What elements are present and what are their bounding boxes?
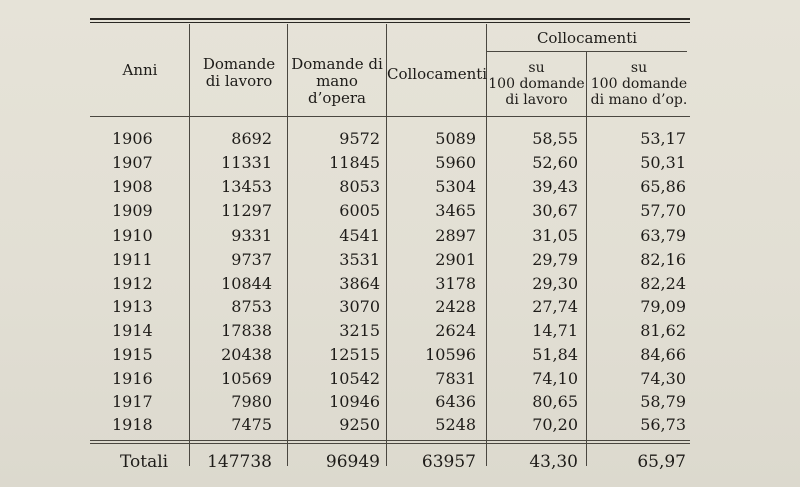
cell-pct-lavoro: 74,10 bbox=[532, 369, 578, 388]
cell-pct-mano: 58,79 bbox=[640, 392, 686, 411]
cell-domande-lavoro: 17838 bbox=[221, 321, 272, 340]
cell-pct-mano: 56,73 bbox=[640, 415, 686, 434]
totals-domande-lavoro: 147738 bbox=[207, 452, 272, 472]
header-line: Domande di bbox=[291, 55, 383, 73]
cell-domande-lavoro: 9737 bbox=[231, 250, 272, 269]
top-rule-inner bbox=[90, 22, 690, 23]
table-row bbox=[0, 250, 800, 270]
header-collocamenti: Collocamenti bbox=[387, 65, 488, 83]
header-su-mano bbox=[587, 60, 691, 108]
cell-pct-lavoro: 29,79 bbox=[532, 250, 578, 269]
header-rule bbox=[90, 116, 690, 117]
totals-rule bbox=[90, 440, 690, 441]
cell-domande-lavoro: 9331 bbox=[231, 226, 272, 245]
cell-anno: 1915 bbox=[112, 345, 153, 364]
cell-domande-lavoro: 10569 bbox=[221, 369, 272, 388]
cell-domande-mano: 10946 bbox=[329, 392, 380, 411]
group-underline bbox=[487, 51, 687, 52]
cell-collocamenti: 5248 bbox=[435, 415, 476, 434]
cell-anno: 1908 bbox=[112, 177, 153, 196]
cell-pct-lavoro: 31,05 bbox=[532, 226, 578, 245]
cell-pct-lavoro: 58,55 bbox=[532, 129, 578, 148]
cell-pct-lavoro: 39,43 bbox=[532, 177, 578, 196]
cell-pct-lavoro: 70,20 bbox=[532, 415, 578, 434]
cell-domande-mano: 11845 bbox=[329, 153, 380, 172]
header-line: Domande bbox=[202, 55, 276, 73]
table-row bbox=[0, 226, 800, 246]
cell-anno: 1916 bbox=[112, 369, 153, 388]
cell-collocamenti: 5089 bbox=[435, 129, 476, 148]
cell-domande-mano: 9250 bbox=[339, 415, 380, 434]
cell-domande-lavoro: 8692 bbox=[231, 129, 272, 148]
cell-domande-mano: 6005 bbox=[339, 201, 380, 220]
table-row bbox=[0, 177, 800, 197]
cell-pct-mano: 65,86 bbox=[640, 177, 686, 196]
table-row bbox=[0, 369, 800, 389]
cell-domande-lavoro: 7980 bbox=[231, 392, 272, 411]
table-row bbox=[0, 345, 800, 365]
cell-anno: 1910 bbox=[112, 226, 153, 245]
table-row bbox=[0, 392, 800, 412]
cell-collocamenti: 5304 bbox=[435, 177, 476, 196]
cell-collocamenti: 2901 bbox=[435, 250, 476, 269]
header-line: di mano d’op. bbox=[590, 92, 688, 108]
table-row bbox=[0, 129, 800, 149]
header-line: di lavoro bbox=[205, 72, 273, 90]
table-row bbox=[0, 201, 800, 221]
cell-pct-lavoro: 29,30 bbox=[532, 274, 578, 293]
cell-domande-mano: 8053 bbox=[339, 177, 380, 196]
header-domande-lavoro bbox=[190, 56, 288, 90]
cell-collocamenti: 7831 bbox=[435, 369, 476, 388]
table-row bbox=[0, 321, 800, 341]
cell-anno: 1911 bbox=[112, 250, 153, 269]
cell-pct-lavoro: 80,65 bbox=[532, 392, 578, 411]
cell-domande-mano: 12515 bbox=[329, 345, 380, 364]
totals-collocamenti: 63957 bbox=[421, 452, 476, 472]
cell-anno: 1914 bbox=[112, 321, 153, 340]
cell-pct-lavoro: 14,71 bbox=[532, 321, 578, 340]
cell-domande-mano: 10542 bbox=[329, 369, 380, 388]
cell-pct-mano: 53,17 bbox=[640, 129, 686, 148]
cell-collocamenti: 2428 bbox=[435, 297, 476, 316]
cell-domande-mano: 9572 bbox=[339, 129, 380, 148]
cell-collocamenti: 2897 bbox=[435, 226, 476, 245]
cell-domande-lavoro: 7475 bbox=[231, 415, 272, 434]
totals-rule-inner bbox=[90, 443, 690, 444]
cell-anno: 1917 bbox=[112, 392, 153, 411]
cell-domande-mano: 3864 bbox=[339, 274, 380, 293]
cell-pct-mano: 50,31 bbox=[640, 153, 686, 172]
header-line: mano d’opera bbox=[308, 72, 366, 107]
top-rule bbox=[90, 18, 690, 20]
cell-pct-mano: 57,70 bbox=[640, 201, 686, 220]
table-row bbox=[0, 297, 800, 317]
header-line: 100 domande bbox=[488, 76, 585, 92]
header-su-lavoro bbox=[487, 60, 586, 108]
cell-pct-mano: 81,62 bbox=[640, 321, 686, 340]
cell-domande-mano: 3531 bbox=[339, 250, 380, 269]
cell-anno: 1918 bbox=[112, 415, 153, 434]
cell-pct-lavoro: 30,67 bbox=[532, 201, 578, 220]
cell-pct-mano: 63,79 bbox=[640, 226, 686, 245]
cell-anno: 1907 bbox=[112, 153, 153, 172]
table-row bbox=[0, 274, 800, 294]
cell-domande-lavoro: 11331 bbox=[221, 153, 272, 172]
cell-collocamenti: 3178 bbox=[435, 274, 476, 293]
totals-row bbox=[0, 452, 800, 474]
cell-pct-mano: 84,66 bbox=[640, 345, 686, 364]
header-line: su bbox=[630, 60, 648, 76]
totals-domande-mano: 96949 bbox=[325, 452, 380, 472]
cell-domande-lavoro: 11297 bbox=[221, 201, 272, 220]
totals-pct-lavoro: 43,30 bbox=[529, 452, 578, 472]
header-line: su bbox=[528, 60, 545, 76]
totals-label: Totali bbox=[120, 452, 169, 472]
cell-domande-lavoro: 13453 bbox=[221, 177, 272, 196]
cell-pct-lavoro: 52,60 bbox=[532, 153, 578, 172]
cell-pct-mano: 79,09 bbox=[640, 297, 686, 316]
cell-domande-lavoro: 20438 bbox=[221, 345, 272, 364]
totals-pct-mano: 65,97 bbox=[637, 452, 686, 472]
cell-domande-lavoro: 10844 bbox=[221, 274, 272, 293]
cell-anno: 1912 bbox=[112, 274, 153, 293]
header-domande-mano bbox=[288, 56, 386, 107]
cell-collocamenti: 10596 bbox=[425, 345, 476, 364]
cell-domande-lavoro: 8753 bbox=[231, 297, 272, 316]
cell-pct-mano: 74,30 bbox=[640, 369, 686, 388]
table-row bbox=[0, 415, 800, 435]
cell-collocamenti: 3465 bbox=[435, 201, 476, 220]
cell-pct-lavoro: 27,74 bbox=[532, 297, 578, 316]
header-line: di lavoro bbox=[505, 92, 568, 108]
cell-domande-mano: 3215 bbox=[339, 321, 380, 340]
header-anni: Anni bbox=[122, 61, 158, 79]
cell-domande-mano: 3070 bbox=[339, 297, 380, 316]
cell-anno: 1906 bbox=[112, 129, 153, 148]
cell-anno: 1913 bbox=[112, 297, 153, 316]
cell-collocamenti: 2624 bbox=[435, 321, 476, 340]
cell-domande-mano: 4541 bbox=[339, 226, 380, 245]
header-group-collocamenti: Collocamenti bbox=[536, 29, 638, 47]
cell-pct-lavoro: 51,84 bbox=[532, 345, 578, 364]
table-row bbox=[0, 153, 800, 173]
cell-pct-mano: 82,24 bbox=[640, 274, 686, 293]
cell-collocamenti: 5960 bbox=[435, 153, 476, 172]
cell-anno: 1909 bbox=[112, 201, 153, 220]
cell-pct-mano: 82,16 bbox=[640, 250, 686, 269]
header-line: 100 domande bbox=[590, 76, 688, 92]
cell-collocamenti: 6436 bbox=[435, 392, 476, 411]
